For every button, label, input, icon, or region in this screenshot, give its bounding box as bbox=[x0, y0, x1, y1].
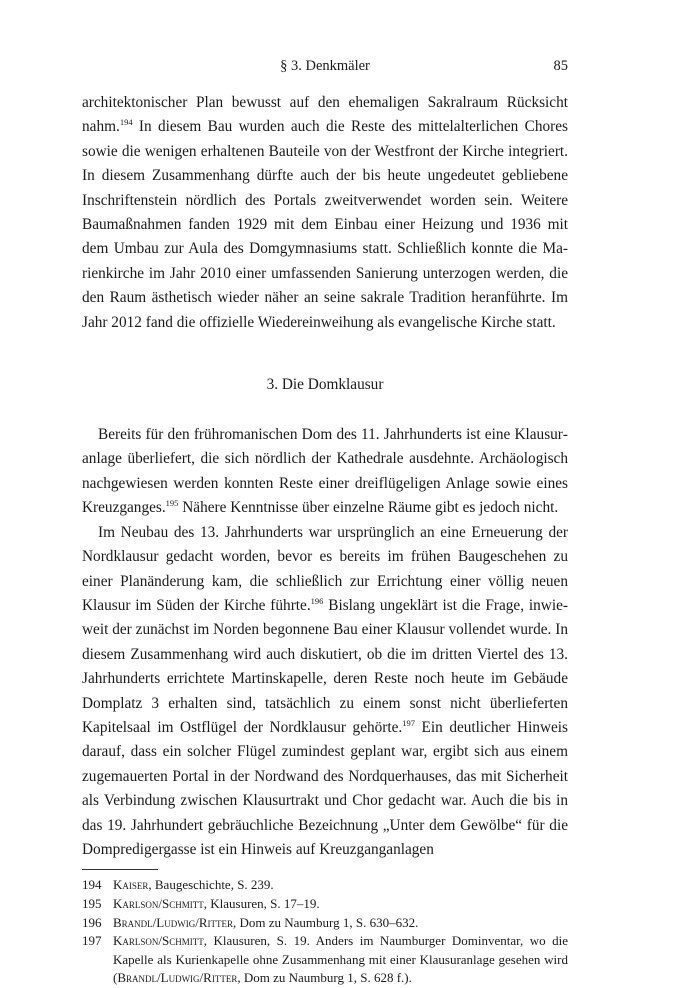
footnote-text bbox=[113, 932, 568, 988]
footnote-text bbox=[113, 895, 568, 914]
footnote-divider bbox=[82, 869, 158, 870]
footnotes bbox=[82, 876, 568, 988]
footnote-number: 196 bbox=[82, 914, 102, 930]
footnote-ref[interactable]: 196 bbox=[310, 595, 324, 606]
paragraph-text: architektonischer Plan bewusst auf den ehemaligen Sakralraum Rücksicht nahm. bbox=[82, 94, 568, 136]
paragraph-text: Bislang ungeklärt ist die Frage, inwieweit der zunächst im Norden begonnene Bau einer Klausur vollendet wurde. In diesem Zusammenhang wird auch diskutiert, ob die im dritten Viertel des 13. Jahrhunderts errichtete Martinskapelle, deren Reste noch heute im Gebäude Domplatz 3 erhalten sind, tatsächlich zu einem sonst nicht überlieferten Kapitelsaal im Ostflügel der Nordklausur gehörte. bbox=[82, 596, 568, 736]
paragraph bbox=[82, 521, 568, 863]
footnote-number: 194 bbox=[82, 877, 102, 893]
paragraph bbox=[82, 91, 568, 335]
paragraph-text: Nähere Kenntnisse über einzelne Räume gibt es jedoch nicht. bbox=[178, 499, 559, 517]
footnote-number: 197 bbox=[82, 933, 102, 949]
footnote bbox=[82, 895, 568, 914]
footnote-citation: , Klausuren, S. 17–19. bbox=[203, 895, 320, 911]
footnote-author: Kaiser bbox=[113, 877, 149, 893]
footnote-ref[interactable]: 195 bbox=[165, 498, 179, 509]
footnote-author: Karlson/Schmitt bbox=[113, 933, 204, 949]
footnote bbox=[82, 932, 568, 988]
paragraph-text: Im Neubau des 13. Jahrhunderts war ursprünglich an eine Erneuerung der Nordklausur gedacht worden, bevor es bereits im frühen Baugeschehen zu einer Planänderung kam, die schließlich zur Errichtung einer völlig neuen Klausur im Süden der Kirche führte. bbox=[82, 523, 568, 614]
footnote-citation: , Dom zu Naumburg 1, S. 630–632. bbox=[233, 914, 419, 930]
running-head bbox=[82, 58, 568, 80]
footnote bbox=[82, 914, 568, 933]
footnote-author: Brandl/Ludwig/Ritter bbox=[113, 914, 233, 930]
page bbox=[82, 58, 568, 988]
running-head-section: § 3. Denkmäler bbox=[280, 58, 370, 74]
paragraph-text: Bereits für den frühromanischen Dom des 11. Jahrhunderts ist eine Klausuranlage überliefert, die sich nördlich der Kathedrale ausdehnte. Archäologisch nachgewiesen werden konnten Reste einer dreiflügeligen Anlage sowie eines Kreuzganges. bbox=[82, 426, 568, 517]
footnote-author: Brandl/Ludwig/Ritter bbox=[117, 970, 238, 986]
footnote-ref[interactable]: 197 bbox=[402, 717, 416, 728]
footnote-ref[interactable]: 194 bbox=[119, 117, 133, 128]
footnote-text bbox=[113, 914, 568, 933]
paragraph bbox=[82, 423, 568, 521]
footnote-citation: , Baugeschichte, S. 239. bbox=[148, 877, 274, 893]
footnote-citation: , Klausuren, S. 19. Anders im Naumburger Dominventar, wo die Kapelle als Kurienkapelle ohne Zusammenhang mit einer Klausuranlage gesehen wird ( bbox=[113, 933, 568, 986]
page-number: 85 bbox=[553, 58, 568, 74]
footnote-text bbox=[113, 876, 568, 895]
paragraph-text: In diesem Bau wurden auch die Reste des mittelalterlichen Chores sowie die wenigen erhaltenen Bauteile von der Westfront der Kirche integriert. In diesem Zusammenhang dürfte auch der bis heute ungedeutet gebliebene Inschriftenstein nördlich des Portals zweitverwendet worden sein. Weitere Baumaßnahmen fanden 1929 mit dem Einbau einer Heizung und 1936 mit dem Umbau zur Aula des Domgymnasiums statt. Schließlich konnte die Marienkirche im Jahr 2010 einer umfassenden Sanierung unterzogen werden, die den Raum ästhetisch wieder näher an seine sakrale Tradition heranführte. Im Jahr 2012 fand die offizielle Wiedereinweihung als evangelische Kirche statt. bbox=[82, 118, 568, 331]
section-heading: 3. Die Domklausur bbox=[266, 376, 384, 394]
footnote-number: 195 bbox=[82, 895, 102, 911]
footnote bbox=[82, 876, 568, 895]
body-text bbox=[82, 91, 568, 862]
paragraph-text: Ein deutlicher Hinweis darauf, dass ein solcher Flügel zumindest geplant war, ergibt sich aus einem zugemauerten Portal in der Nordwand des Nordquerhauses, das mit Sicherheit als Verbindung zwischen Klausurtrakt und Chor gedacht war. Auch die bis in das 19. Jahrhundert gebräuchliche Bezeichnung „Unter dem Gewölbe“ für die Dompredigergasse ist ein Hinweis auf Kreuzganganlagen bbox=[82, 718, 569, 858]
footnote-citation: , Dom zu Naumburg 1, S. 628 f.). bbox=[237, 970, 412, 986]
footnote-author: Karlson/Schmitt bbox=[113, 895, 204, 911]
